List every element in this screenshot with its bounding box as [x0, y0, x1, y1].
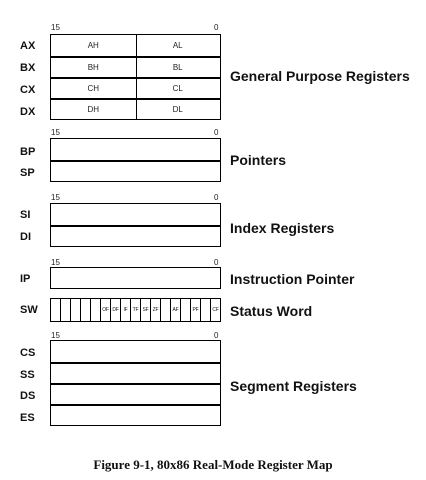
register-label-bx: BX	[20, 62, 36, 74]
register-label-ds: DS	[20, 390, 36, 402]
group-title-index: Index Registers	[230, 220, 335, 236]
register-row-ss	[51, 362, 220, 383]
bit-15-label: 15	[51, 128, 60, 137]
register-half-bl: BL	[172, 63, 183, 72]
register-half-ah: AH	[51, 35, 137, 56]
register-row-bp	[51, 139, 220, 160]
flag-cell-reserved	[181, 299, 191, 321]
flag-cell-pf: PF	[191, 299, 201, 321]
flag-cell-reserved	[161, 299, 171, 321]
flag-cell-of: OF	[101, 299, 111, 321]
flag-cell-sf: SF	[141, 299, 151, 321]
register-row-dx	[51, 98, 220, 119]
bit-0-label: 0	[214, 258, 219, 267]
register-half-al: AL	[172, 41, 183, 50]
bit-0-label: 0	[214, 23, 219, 32]
register-label-sp: SP	[20, 167, 35, 179]
register-label-dx: DX	[20, 106, 36, 118]
register-label-cs: CS	[20, 347, 36, 359]
general-purpose-register-box	[50, 34, 221, 120]
bit-15-label: 15	[51, 331, 60, 340]
register-half-bh: BH	[51, 58, 137, 77]
flag-cell-cf: CF	[212, 307, 219, 313]
bit-15-label: 15	[51, 23, 60, 32]
bit-0-label: 0	[214, 331, 219, 340]
group-title-pointers: Pointers	[230, 152, 287, 168]
register-row-cx	[51, 77, 220, 98]
bit-15-label: 15	[51, 258, 60, 267]
register-row-es	[51, 404, 220, 425]
register-label-cx: CX	[20, 84, 36, 96]
register-half-ch: CH	[51, 79, 137, 98]
index-register-box	[50, 203, 221, 247]
status-word-flags	[50, 298, 221, 322]
register-row-ds	[51, 383, 220, 404]
register-label-si: SI	[20, 209, 31, 221]
flag-cell-zf: ZF	[151, 299, 161, 321]
register-label-ss: SS	[20, 369, 35, 381]
flag-cell-df: DF	[111, 299, 121, 321]
flag-cell-reserved	[51, 299, 61, 321]
group-title-instruction-pointer: Instruction Pointer	[230, 271, 355, 287]
register-label-bp: BP	[20, 146, 36, 158]
register-row-sp	[51, 160, 220, 181]
bit-15-label: 15	[51, 193, 60, 202]
register-row-si	[51, 204, 220, 225]
register-label-ax: AX	[20, 40, 36, 52]
register-half-dh: DH	[51, 100, 137, 119]
figure-caption: Figure 9-1, 80x86 Real-Mode Register Map	[93, 457, 333, 472]
flag-cell-reserved	[81, 299, 91, 321]
pointer-register-box	[50, 138, 221, 182]
instruction-pointer-box	[50, 267, 221, 289]
register-label-di: DI	[20, 231, 31, 243]
register-label-es: ES	[20, 412, 35, 424]
group-title-status-word: Status Word	[230, 303, 313, 319]
flag-cell-reserved	[61, 299, 71, 321]
flag-cell-reserved	[201, 299, 211, 321]
flag-cell-tf: TF	[131, 299, 141, 321]
group-title-general-purpose: General Purpose Registers	[230, 68, 410, 84]
bit-0-label: 0	[214, 128, 219, 137]
register-label-sw: SW	[20, 304, 38, 316]
register-row-cs	[51, 341, 220, 362]
register-row-bx	[51, 56, 220, 77]
group-title-segment: Segment Registers	[230, 378, 357, 394]
segment-register-box	[50, 340, 221, 426]
flag-cell-reserved	[91, 299, 101, 321]
register-row-ax	[51, 35, 220, 56]
bit-0-label: 0	[214, 193, 219, 202]
flag-cell-if: IF	[121, 299, 131, 321]
register-half-dl: DL	[172, 105, 183, 114]
flag-cell-reserved	[71, 299, 81, 321]
register-label-ip: IP	[20, 273, 31, 285]
register-row-di	[51, 225, 220, 246]
register-half-cl: CL	[172, 84, 183, 93]
flag-cell-af: AF	[171, 299, 181, 321]
